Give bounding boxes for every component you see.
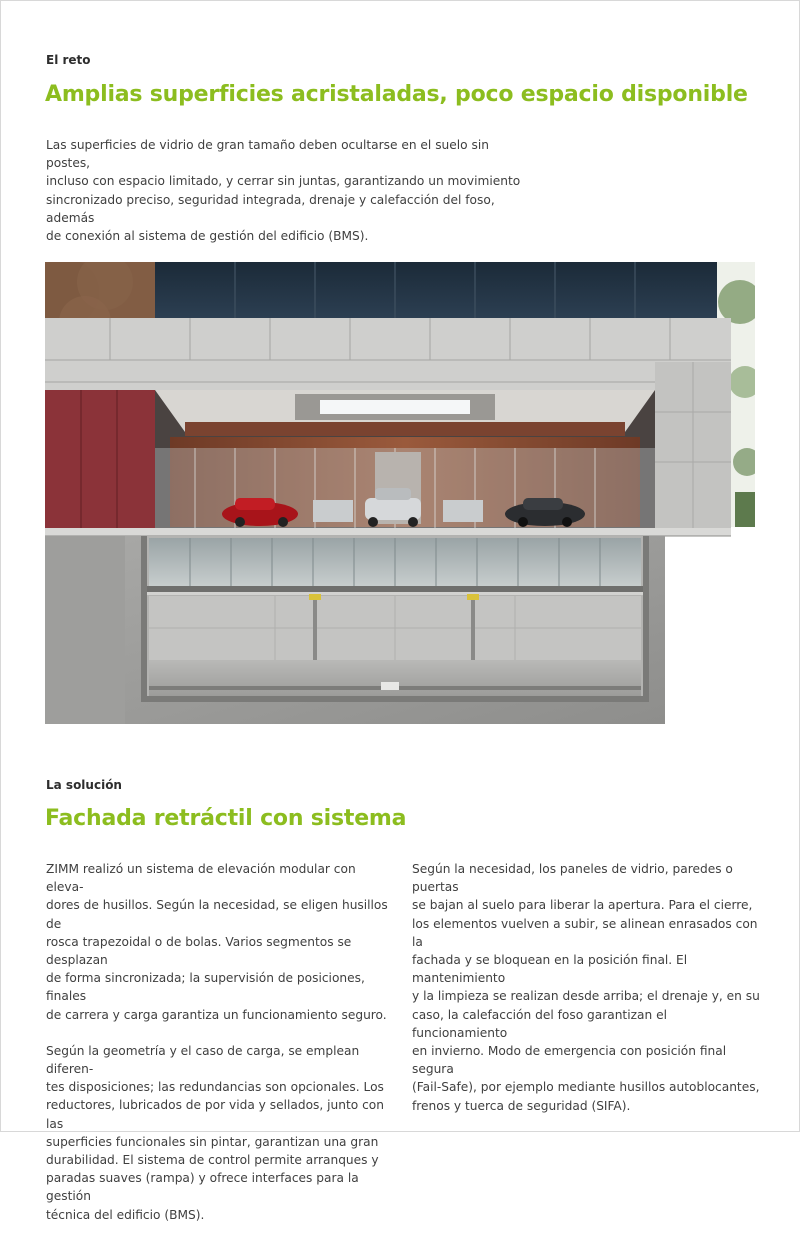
text-line: dores de husillos. Según la necesidad, se eligen husillos de	[46, 898, 388, 931]
text-line: y la limpieza se realizan desde arriba; el drenaje y, en su	[412, 989, 760, 1004]
text-line: técnica del edificio (BMS).	[46, 1207, 205, 1222]
solution-left-column	[46, 860, 396, 1242]
text-line: de carrera y carga garantiza un funcionamiento seguro.	[46, 1007, 387, 1022]
text-line: Las superficies de vidrio de gran tamaño deben ocultarse en el suelo sin postes,	[46, 138, 489, 171]
challenge-title: Amplias superficies acristaladas, poco espacio disponible	[45, 82, 748, 107]
text-line: paradas suaves (rampa) y ofrece interfaces para la gestión	[46, 1171, 359, 1204]
text-line: se bajan al suelo para liberar la apertura. Para el cierre,	[412, 898, 753, 913]
text-line: Según la geometría y el caso de carga, se emplean diferen-	[46, 1043, 360, 1077]
text-line: incluso con espacio limitado, y cerrar sin juntas, garantizando un movimiento	[46, 174, 521, 189]
text-line: fachada y se bloquean en la posición final. El mantenimiento	[412, 953, 688, 986]
solution-right-column	[412, 860, 762, 1133]
upper-glazing	[155, 262, 717, 318]
floor-slab	[45, 528, 731, 536]
paragraph	[412, 860, 762, 1115]
retractable-facade-cutaway	[45, 262, 755, 724]
facade-illustration	[45, 262, 755, 724]
solution-label: La solución	[46, 778, 122, 792]
text-line: superficies funcionales sin pintar, garantizan una gran	[46, 1134, 379, 1149]
text-line: en invierno. Modo de emergencia con posición final segura	[412, 1044, 727, 1077]
text-line: durabilidad. El sistema de control permite arranques y	[46, 1153, 379, 1168]
text-line: reductores, lubricados de por vida y sellados, junto con las	[46, 1098, 384, 1131]
text-line: de conexión al sistema de gestión del edificio (BMS).	[46, 229, 369, 244]
solution-title: Fachada retráctil con sistema	[45, 806, 407, 831]
red-wall	[45, 390, 155, 530]
text-line: Según la necesidad, los paneles de vidrio, paredes o puertas	[412, 862, 733, 895]
text-line: los elementos vuelven a subir, se alinean enrasados con la	[412, 916, 758, 949]
text-line: ZIMM realizó un sistema de elevación modular con eleva-	[46, 862, 356, 895]
text-line: frenos y tuerca de seguridad (SIFA).	[412, 1098, 631, 1113]
text-line: rosca trapezoidal o de bolas. Varios segmentos se desplazan	[46, 934, 352, 968]
challenge-paragraph	[46, 136, 526, 245]
text-line: sincronizado preciso, seguridad integrada, drenaje y calefacción del foso, además	[46, 192, 495, 225]
paragraph	[46, 860, 396, 1024]
text-line: tes disposiciones; las redundancias son opcionales. Los	[46, 1080, 384, 1095]
text-line: de forma sincronizada; la supervisión de posiciones, finales	[46, 971, 365, 1004]
facade-cladding	[45, 318, 731, 392]
paragraph	[46, 1042, 396, 1224]
text-line: caso, la calefacción del foso garantizan el funcionamiento	[412, 1007, 667, 1040]
text-line: (Fail-Safe), por ejemplo mediante husillos autoblocantes,	[412, 1080, 760, 1095]
challenge-label: El reto	[46, 53, 91, 67]
